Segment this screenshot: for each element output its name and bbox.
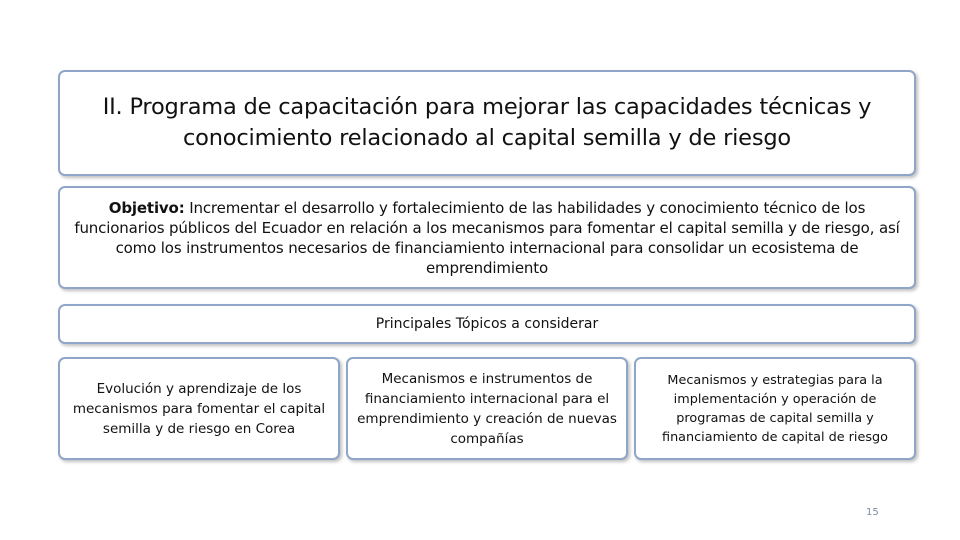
topic-box-2 xyxy=(346,357,628,460)
topics-title: Principales Tópicos a considerar xyxy=(375,316,599,332)
topic-text-2: Mecanismos e instrumentos de financiamiento internacional para el emprendimiento y creación de nuevas compañías xyxy=(357,370,617,447)
topic-box-1 xyxy=(58,357,340,460)
topic-text-1: Evolución y aprendizaje de los mecanismos para fomentar el capital semilla y de riesgo en Corea xyxy=(72,380,326,437)
topic-box-3 xyxy=(634,357,916,460)
title-box xyxy=(58,70,916,176)
slide-title: II. Programa de capacitación para mejorar las capacidades técnicas y conocimiento relacionado al capital semilla y de riesgo xyxy=(102,94,872,151)
topic-text-3: Mecanismos y estrategias para la implementación y operación de programas de capital semilla y financiamiento de capital de riesgo xyxy=(662,372,888,445)
objective-box xyxy=(58,186,916,289)
page-number: 15 xyxy=(866,507,879,518)
objective-text-block xyxy=(70,198,904,278)
objective-text: Incrementar el desarrollo y fortalecimiento de las habilidades y conocimiento técnico de los funcionarios públicos del Ecuador en relación a los mecanismos para fomentar el capital semilla y de riesgo, así como los instrumentos necesarios de financiamiento internacional para consolidar un ecosistema de emprendimiento xyxy=(74,198,900,277)
topics-header-box xyxy=(58,304,916,344)
objective-label: Objetivo: xyxy=(108,198,185,217)
